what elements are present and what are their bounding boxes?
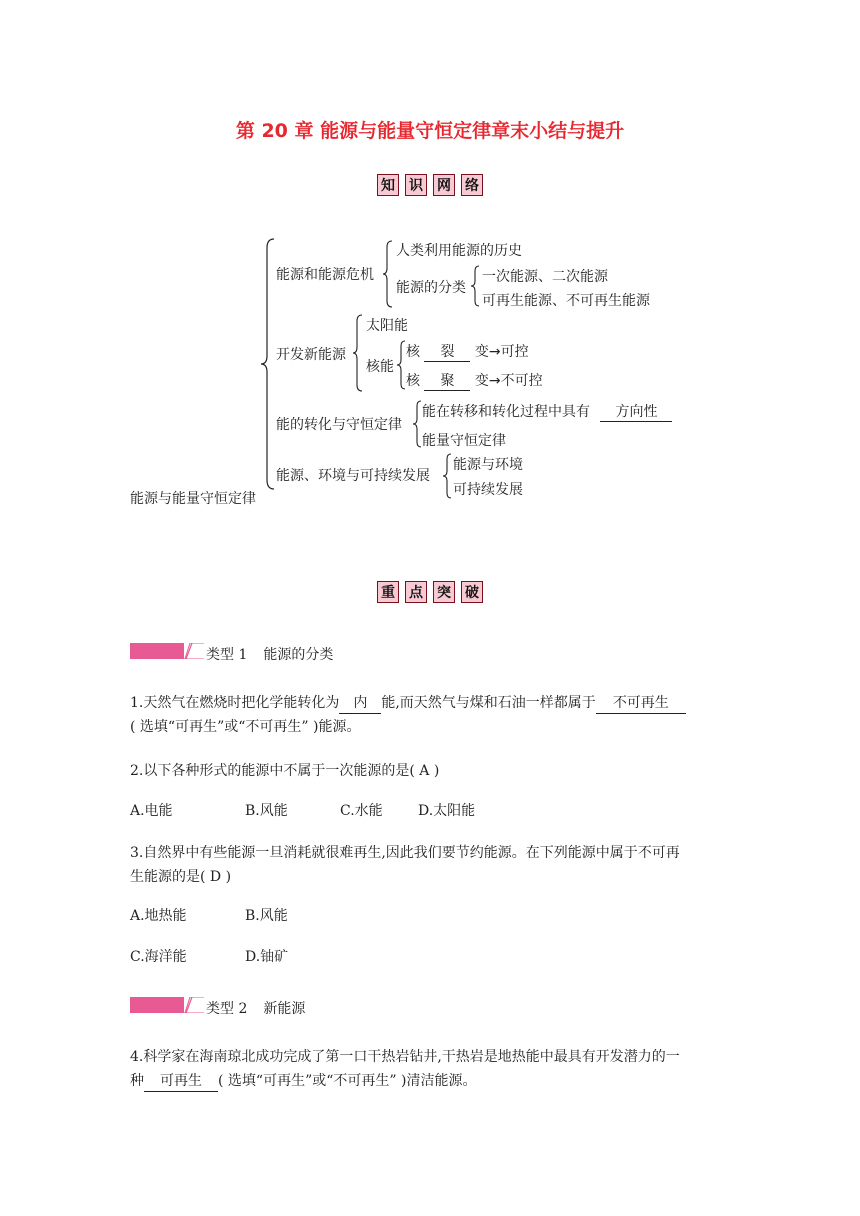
tree-b1-2-1: 一次能源、二次能源 xyxy=(482,269,608,285)
brace-b4 xyxy=(442,453,452,499)
brace-b3 xyxy=(412,400,422,448)
tree-branch-4: 能源、环境与可持续发展 xyxy=(276,468,430,484)
page-title: 第 20 章 能源与能量守恒定律章末小结与提升 xyxy=(235,120,625,142)
type-1-name: 能源的分类 xyxy=(263,647,334,663)
q2-option-b: B.风能 xyxy=(245,803,288,819)
type-2-marker xyxy=(130,997,204,1013)
section-header-key-points xyxy=(377,581,483,603)
tree-b1-1: 人类利用能源的历史 xyxy=(396,243,522,259)
tree-b4-1: 能源与环境 xyxy=(453,457,523,473)
q3-option-c: C.海洋能 xyxy=(130,949,187,965)
brace-b2-2 xyxy=(396,340,406,390)
tree-b2-2-2-post: 变→不可控 xyxy=(474,373,543,389)
badge-char: 破 xyxy=(461,581,483,603)
question-1-line-1 xyxy=(130,693,686,714)
type-1-heading xyxy=(206,645,333,665)
q1-text-c: ( 选填“可再生”或“不可再生” )能源。 xyxy=(130,719,361,735)
tree-branch-3: 能的转化与守恒定律 xyxy=(276,417,402,433)
type-2-label: 类型 2 xyxy=(206,1001,248,1017)
root-brace xyxy=(260,238,276,490)
tree-root: 能源与能量守恒定律 xyxy=(130,491,256,507)
question-4-line-1: 4.科学家在海南琼北成功完成了第一口干热岩钻井,干热岩是地热能中最具有开发潜力的一 xyxy=(130,1049,680,1065)
tree-b4-2: 可持续发展 xyxy=(453,482,523,498)
question-2-stem: 2.以下各种形式的能源中不属于一次能源的是( A ) xyxy=(130,763,440,779)
q1-answer-2: 不可再生 xyxy=(596,693,686,714)
q1-text-a: 1.天然气在燃烧时把化学能转化为 xyxy=(130,695,340,711)
tree-b2-1: 太阳能 xyxy=(366,318,408,334)
badge-char: 突 xyxy=(433,581,455,603)
answer-directionality: 方向性 xyxy=(600,401,672,422)
badge-char: 识 xyxy=(405,174,427,196)
brace-b1-2 xyxy=(470,265,480,307)
type-2-heading xyxy=(206,999,305,1019)
answer-fusion: 聚 xyxy=(424,370,470,391)
tree-branch-1: 能源和能源危机 xyxy=(276,267,374,283)
question-4-line-2 xyxy=(130,1071,476,1092)
badge-char: 重 xyxy=(377,581,399,603)
tree-b2-2: 核能 xyxy=(366,359,394,375)
type-1-marker xyxy=(130,643,204,659)
badge-char: 络 xyxy=(461,174,483,196)
q2-option-d: D.太阳能 xyxy=(418,803,476,819)
tree-branch-2: 开发新能源 xyxy=(276,347,346,363)
q2-option-a: A.电能 xyxy=(130,803,173,819)
q4-pre: 种 xyxy=(130,1073,144,1089)
brace-b2 xyxy=(352,314,364,392)
tree-b2-2-1-pre: 核 xyxy=(406,344,420,360)
brace-b1 xyxy=(382,240,394,308)
type-1-label: 类型 1 xyxy=(206,647,248,663)
tree-b2-2-2 xyxy=(406,370,543,391)
q3-option-b: B.风能 xyxy=(245,908,288,924)
tree-b3-1-pre: 能在转移和转化过程中具有 xyxy=(422,404,590,420)
q2-option-c: C.水能 xyxy=(340,803,383,819)
answer-fission: 裂 xyxy=(424,341,470,362)
q4-post: ( 选填“可再生”或“不可再生” )清洁能源。 xyxy=(218,1073,477,1089)
tree-b2-2-1 xyxy=(406,341,529,362)
tree-b2-2-2-pre: 核 xyxy=(406,373,420,389)
tree-b1-2: 能源的分类 xyxy=(396,280,466,296)
q3-option-a: A.地热能 xyxy=(130,908,187,924)
q4-answer: 可再生 xyxy=(144,1071,218,1092)
badge-char: 点 xyxy=(405,581,427,603)
section-header-knowledge-network xyxy=(377,174,483,196)
q1-answer-1: 内 xyxy=(339,693,381,714)
type-2-name: 新能源 xyxy=(263,1001,306,1017)
tree-b1-2-2: 可再生能源、不可再生能源 xyxy=(482,293,650,309)
badge-char: 知 xyxy=(377,174,399,196)
tree-b3-2: 能量守恒定律 xyxy=(422,433,506,449)
tree-b2-2-1-post: 变→可控 xyxy=(474,344,529,360)
q3-option-d: D.铀矿 xyxy=(245,949,289,965)
badge-char: 网 xyxy=(433,174,455,196)
question-3-stem-1: 3.自然界中有些能源一旦消耗就很难再生,因此我们要节约能源。在下列能源中属于不可再 xyxy=(130,845,680,861)
tree-b3-1 xyxy=(422,401,672,422)
q1-text-b: 能,而天然气与煤和石油一样都属于 xyxy=(381,695,596,711)
question-3-stem-2: 生能源的是( D ) xyxy=(130,869,232,885)
